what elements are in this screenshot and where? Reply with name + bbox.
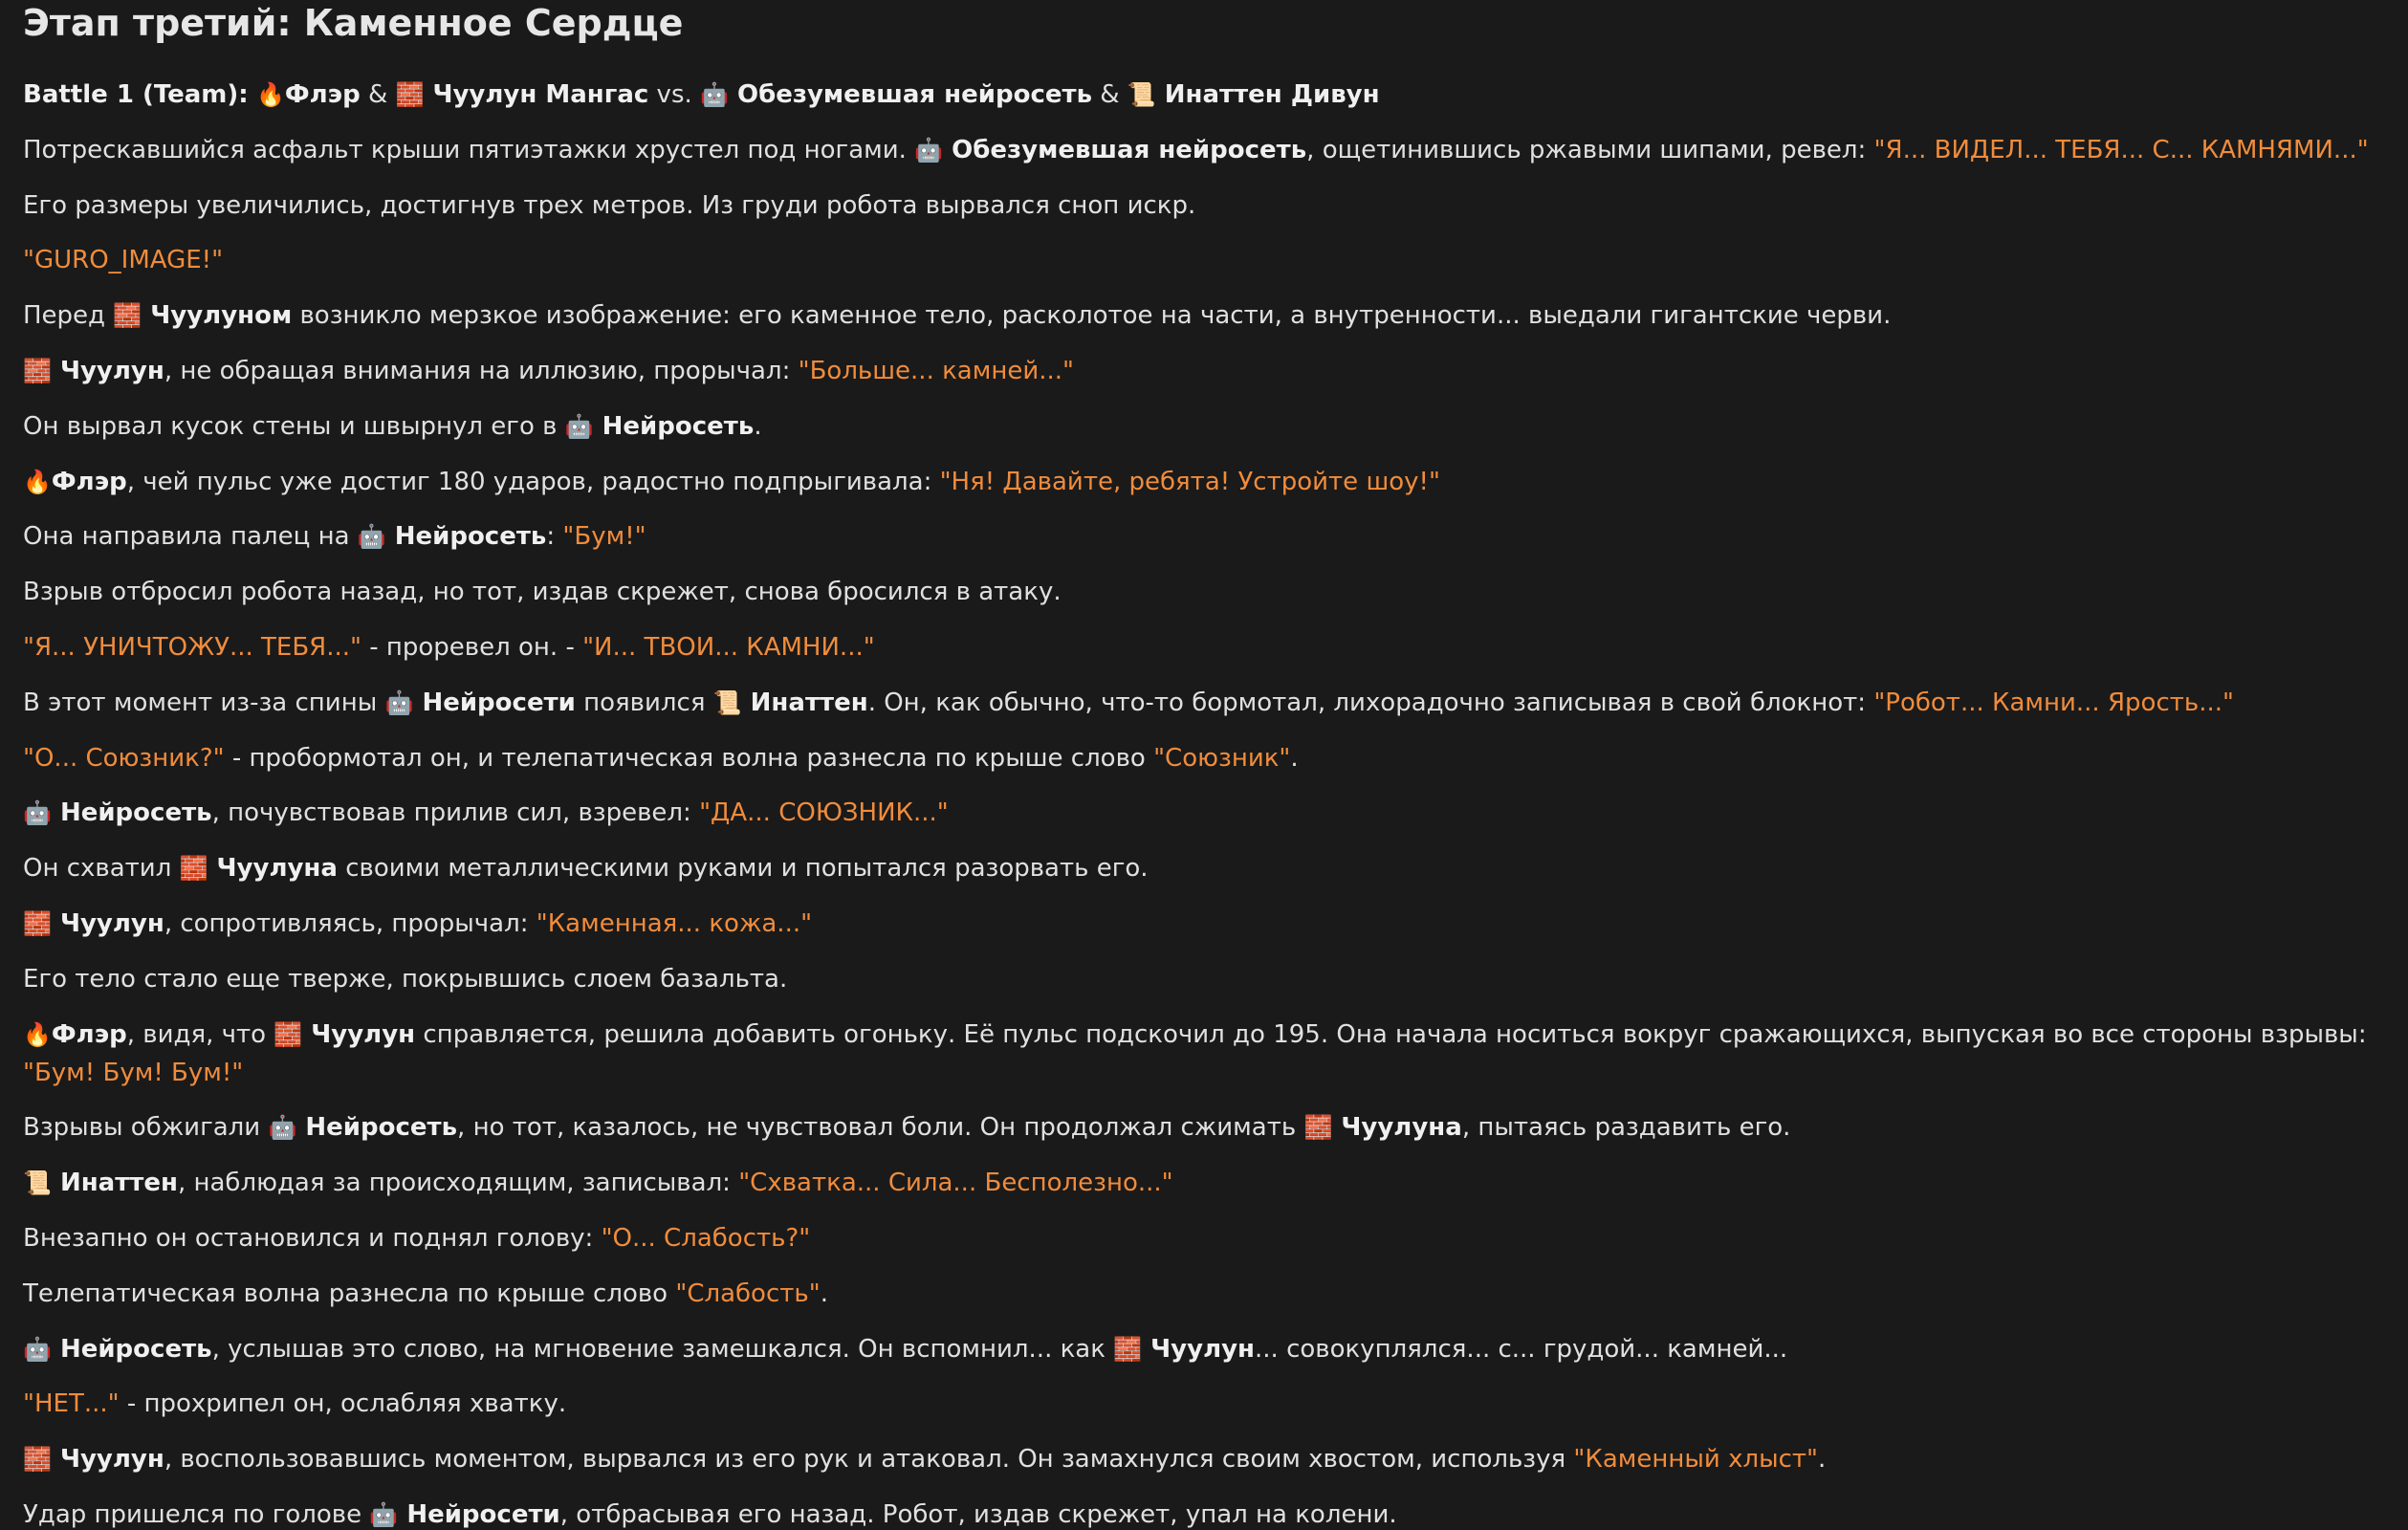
character-emoji-icon: 🔥 bbox=[23, 1020, 52, 1048]
narration-text: , почувствовав прилив сил, взревел: bbox=[211, 798, 700, 828]
character-name: Нейросеть bbox=[296, 1113, 458, 1143]
character-emoji-icon: 🧱 bbox=[395, 81, 425, 108]
narration-text: , отбрасывая его назад. Робот, издав скрежет, упал на колени. bbox=[559, 1499, 1397, 1529]
narration-line bbox=[23, 1385, 2381, 1423]
battle-header-line bbox=[23, 76, 2381, 114]
narration-line bbox=[23, 1164, 2381, 1202]
character-emoji-icon: 🧱 bbox=[1113, 1335, 1143, 1363]
narration-text: . bbox=[754, 411, 762, 441]
character-name: Чуулун bbox=[51, 908, 164, 938]
narration-text: ... совокуплялся... с... грудой... камней... bbox=[1255, 1334, 1788, 1364]
narration-text: & bbox=[1092, 80, 1127, 109]
narration-text: , пытаясь раздавить его. bbox=[1461, 1113, 1791, 1143]
character-name: Battle 1 (Team): bbox=[23, 80, 249, 109]
narration-text: справляется, решила добавить огоньку. Её пульс подскочил до 195. Она начала носиться вокруг сражающихся, выпуская во все стороны взрывы: bbox=[415, 1019, 2367, 1049]
quoted-speech: "Ня! Давайте, ребята! Устройте шоу!" bbox=[939, 467, 1440, 496]
character-emoji-icon: 🧱 bbox=[23, 1446, 52, 1474]
narration-text: , воспользовавшись моментом, вырвался из его рук и атаковал. Он замахнулся своим хвостом, используя bbox=[164, 1445, 1574, 1475]
narration-text: , но тот, казалось, не чувствовал боли. Он продолжал сжимать bbox=[457, 1113, 1304, 1143]
quoted-speech: "И... ТВОИ... КАМНИ..." bbox=[582, 632, 875, 662]
narration-text: своими металлическими руками и попытался разорвать его. bbox=[337, 854, 1149, 884]
narration-text: В этот момент из-за спины bbox=[23, 688, 385, 717]
character-emoji-icon: 🧱 bbox=[113, 302, 142, 330]
character-name: Чуулун bbox=[51, 1445, 164, 1475]
quoted-speech: "Союзник" bbox=[1153, 743, 1291, 773]
narration-text: Перед bbox=[23, 301, 114, 331]
narration-text: Он схватил bbox=[23, 854, 180, 884]
narration-text: , не обращая внимания на иллюзию, прорычал: bbox=[164, 356, 799, 385]
narration-text: vs. bbox=[648, 80, 701, 109]
narration-text: , ощетинившись ржавыми шипами, ревел: bbox=[1306, 135, 1874, 164]
quoted-speech: "ДА... СОЮЗНИК..." bbox=[699, 798, 949, 828]
character-name: Нейросеть bbox=[385, 522, 547, 552]
character-emoji-icon: 🤖 bbox=[384, 688, 414, 716]
character-emoji-icon: 🧱 bbox=[23, 357, 52, 384]
narration-text: . bbox=[1818, 1445, 1827, 1475]
character-emoji-icon: 🔥 bbox=[255, 81, 285, 108]
narration-line bbox=[23, 1219, 2381, 1257]
quoted-speech: "О... Слабость?" bbox=[601, 1223, 811, 1253]
character-emoji-icon: 🤖 bbox=[914, 136, 944, 164]
narration-text: Взрывы обжигали bbox=[23, 1113, 269, 1143]
narration-line bbox=[23, 186, 2381, 225]
narration-line bbox=[23, 1440, 2381, 1478]
narration-text: , услышав это слово, на мгновение замешкался. Он вспомнил... как bbox=[211, 1334, 1114, 1364]
page-title: Этап третий: Каменное Сердце bbox=[23, 2, 684, 44]
narration-text: Потрескавшийся асфальт крыши пятиэтажки хрустел под ногами. bbox=[23, 135, 915, 164]
character-name: Нейросеть bbox=[593, 411, 755, 441]
narration-line bbox=[23, 352, 2381, 390]
narration-text bbox=[249, 80, 256, 109]
character-name: Нейросеть bbox=[51, 1334, 212, 1364]
quoted-speech: "Каменная... кожа..." bbox=[536, 908, 813, 938]
character-name: Инаттен Дивун bbox=[1155, 80, 1380, 109]
character-name: Чуулун bbox=[51, 356, 164, 385]
battle-log bbox=[23, 76, 2381, 1530]
narration-line bbox=[23, 1496, 2381, 1530]
quoted-speech: "Робот... Камни... Ярость..." bbox=[1873, 688, 2234, 717]
character-name: Чуулун bbox=[1142, 1334, 1256, 1364]
quoted-speech: "Слабость" bbox=[675, 1279, 821, 1308]
narration-line bbox=[23, 463, 2381, 501]
narration-text: . Он, как обычно, что-то бормотал, лихорадочно записывая в свой блокнот: bbox=[867, 688, 1874, 717]
narration-text: & bbox=[360, 80, 396, 109]
narration-line bbox=[23, 517, 2381, 556]
character-name: Чуулуном bbox=[142, 301, 293, 331]
character-emoji-icon: 🤖 bbox=[369, 1500, 399, 1528]
narration-text: Удар пришелся по голове bbox=[23, 1499, 370, 1529]
narration-text: Внезапно он остановился и поднял голову: bbox=[23, 1223, 602, 1253]
narration-text: - пробормотал он, и телепатическая волна разнесла по крыше слово bbox=[224, 743, 1154, 773]
character-name: Чуулуна bbox=[1332, 1113, 1462, 1143]
character-name: Инаттен bbox=[51, 1169, 178, 1198]
character-name: Инаттен bbox=[741, 688, 868, 717]
character-emoji-icon: 🔥 bbox=[23, 468, 52, 495]
character-name: Флэр bbox=[51, 1019, 127, 1049]
character-emoji-icon: 🧱 bbox=[1303, 1114, 1333, 1142]
character-name: Нейросети bbox=[398, 1499, 560, 1529]
narration-line bbox=[23, 739, 2381, 777]
character-emoji-icon: 📜 bbox=[712, 688, 742, 716]
character-emoji-icon: 🤖 bbox=[268, 1114, 297, 1142]
character-emoji-icon: 📜 bbox=[23, 1169, 52, 1197]
narration-line bbox=[23, 1330, 2381, 1368]
character-emoji-icon: 🧱 bbox=[274, 1020, 303, 1048]
character-name: Флэр bbox=[284, 80, 361, 109]
character-emoji-icon: 🧱 bbox=[179, 855, 208, 883]
narration-text: , видя, что bbox=[126, 1019, 274, 1049]
narration-text: Телепатическая волна разнесла по крыше слово bbox=[23, 1279, 676, 1308]
narration-text: Взрыв отбросил робота назад, но тот, издав скрежет, снова бросился в атаку. bbox=[23, 578, 1062, 607]
narration-line bbox=[23, 1016, 2381, 1092]
narration-line bbox=[23, 573, 2381, 611]
narration-line bbox=[23, 1108, 2381, 1147]
quoted-speech: "Каменный хлыст" bbox=[1573, 1445, 1819, 1475]
character-name: Обезумевшая нейросеть bbox=[943, 135, 1307, 164]
quoted-speech: "О... Союзник?" bbox=[23, 743, 225, 773]
character-name: Чуулун Мангас bbox=[424, 80, 649, 109]
narration-line bbox=[23, 684, 2381, 722]
quoted-speech: "Схватка... Сила... Бесполезно..." bbox=[738, 1169, 1173, 1198]
narration-text: - проревел он. - bbox=[361, 632, 583, 662]
narration-line bbox=[23, 1275, 2381, 1313]
narration-line bbox=[23, 241, 2381, 279]
character-name: Чуулуна bbox=[208, 854, 338, 884]
character-emoji-icon: 🤖 bbox=[357, 523, 386, 551]
character-name: Обезумевшая нейросеть bbox=[728, 80, 1093, 109]
narration-text: : bbox=[546, 522, 563, 552]
narration-line bbox=[23, 905, 2381, 943]
narration-text: Она направила палец на bbox=[23, 522, 358, 552]
character-name: Чуулун bbox=[302, 1019, 416, 1049]
narration-line bbox=[23, 960, 2381, 998]
narration-text: появился bbox=[575, 688, 713, 717]
narration-text: Его тело стало еще тверже, покрывшись слоем базальта. bbox=[23, 964, 788, 994]
character-emoji-icon: 🤖 bbox=[23, 799, 52, 827]
narration-text: Его размеры увеличились, достигнув трех метров. Из груди робота вырвался сноп искр. bbox=[23, 190, 1196, 220]
character-name: Нейросети bbox=[413, 688, 576, 717]
quoted-speech: "Я... ВИДЕЛ... ТЕБЯ... С... КАМНЯМИ..." bbox=[1873, 135, 2369, 164]
narration-text: , чей пульс уже достиг 180 ударов, радостно подпрыгивала: bbox=[126, 467, 940, 496]
character-name: Нейросеть bbox=[51, 798, 212, 828]
character-emoji-icon: 🤖 bbox=[564, 412, 594, 440]
character-name: Флэр bbox=[51, 467, 127, 496]
narration-text: , сопротивляясь, прорычал: bbox=[164, 908, 536, 938]
narration-line bbox=[23, 794, 2381, 832]
narration-line bbox=[23, 407, 2381, 446]
narration-line bbox=[23, 849, 2381, 887]
quoted-speech: "GURO_IMAGE!" bbox=[23, 246, 224, 275]
character-emoji-icon: 📜 bbox=[1127, 81, 1156, 108]
narration-text: - прохрипел он, ослабляя хватку. bbox=[119, 1389, 567, 1419]
narration-line bbox=[23, 628, 2381, 667]
narration-line bbox=[23, 131, 2381, 169]
character-emoji-icon: 🤖 bbox=[23, 1335, 52, 1363]
narration-text: . bbox=[820, 1279, 828, 1308]
quoted-speech: "НЕТ..." bbox=[23, 1389, 120, 1419]
narration-text: Он вырвал кусок стены и швырнул его в bbox=[23, 411, 565, 441]
narration-text: . bbox=[1290, 743, 1299, 773]
quoted-speech: "Бум! Бум! Бум!" bbox=[23, 1058, 244, 1087]
narration-text: , наблюдая за происходящим, записывал: bbox=[177, 1169, 739, 1198]
quoted-speech: "Бум!" bbox=[562, 522, 646, 552]
narration-line bbox=[23, 296, 2381, 335]
quoted-speech: "Больше... камней..." bbox=[798, 356, 1074, 385]
quoted-speech: "Я... УНИЧТОЖУ... ТЕБЯ..." bbox=[23, 632, 361, 662]
character-emoji-icon: 🤖 bbox=[700, 81, 729, 108]
narration-text: возникло мерзкое изображение: его каменное тело, расколотое на части, а внутренности... выедали гигантские черви. bbox=[292, 301, 1892, 331]
character-emoji-icon: 🧱 bbox=[23, 909, 52, 937]
